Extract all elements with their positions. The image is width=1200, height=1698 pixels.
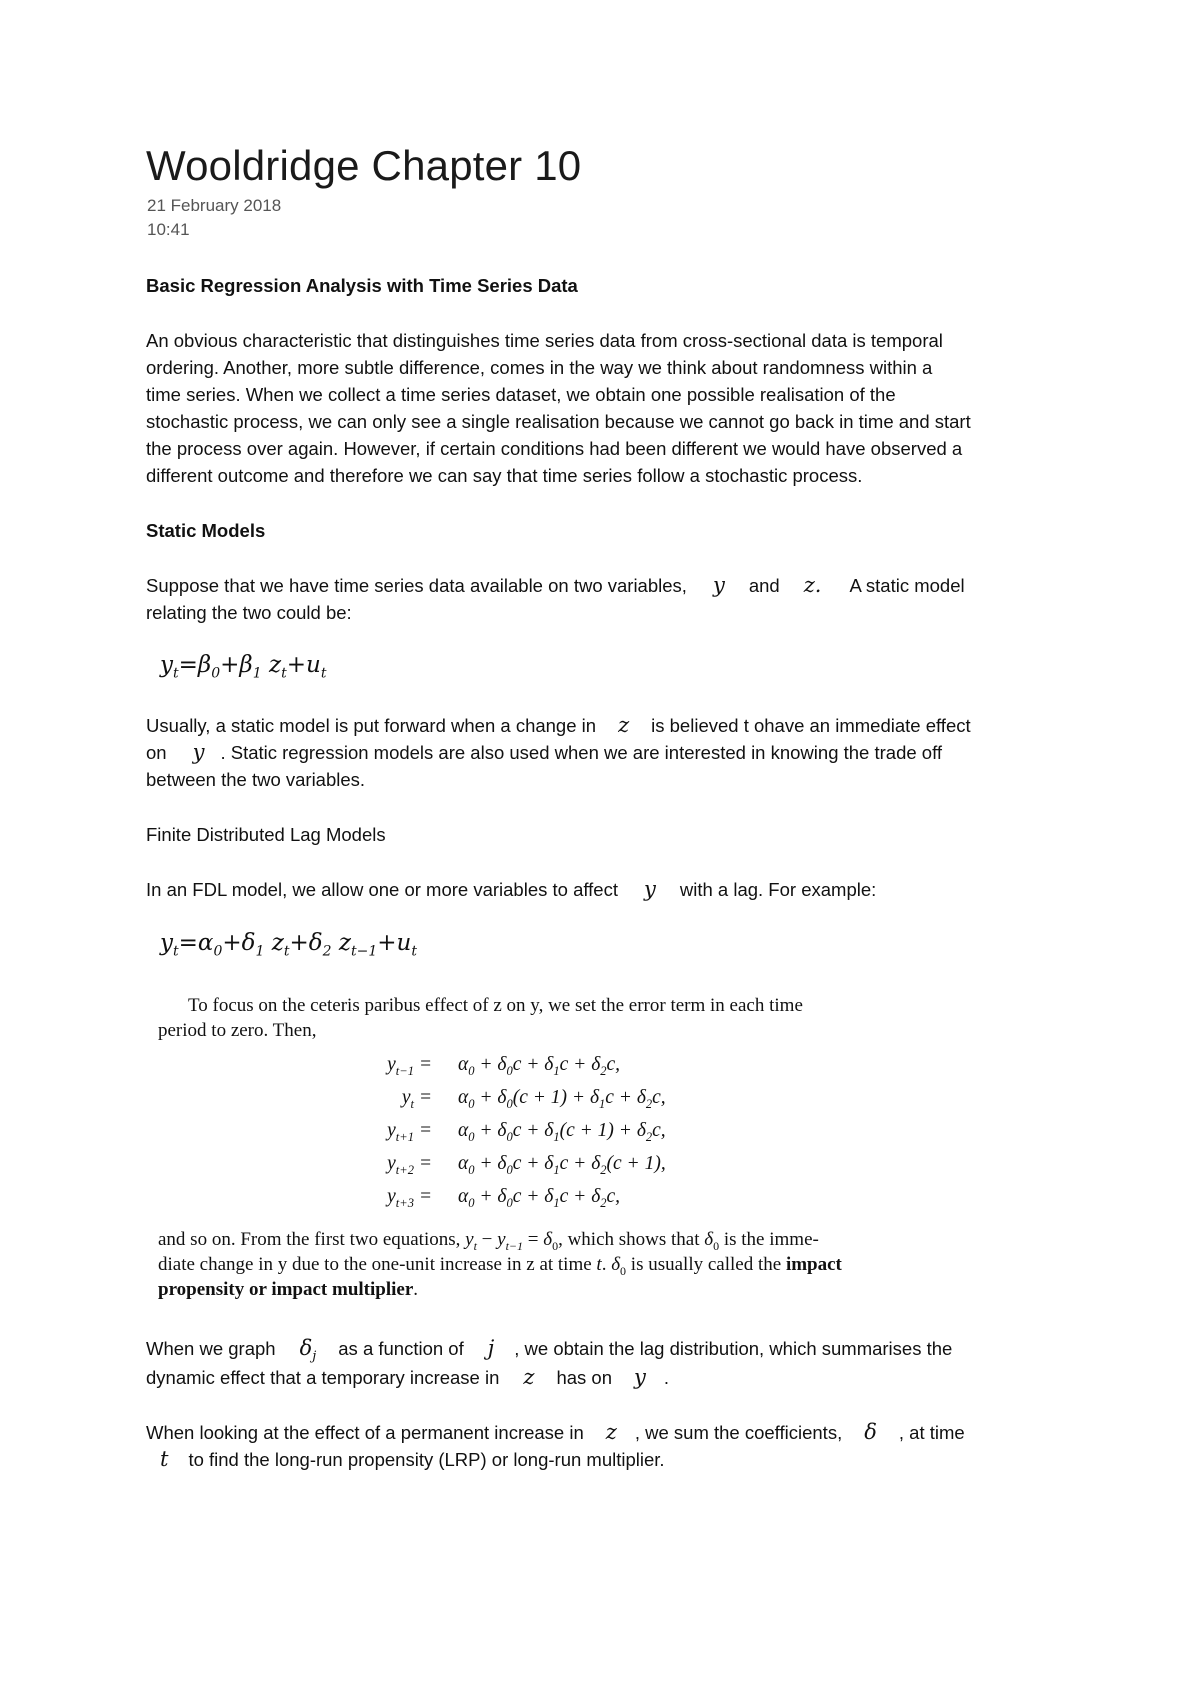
static-models-heading: Static Models: [146, 520, 266, 541]
excerpt-eq-5-rhs: $\alpha_0 + \delta_0c + \delta_1c + \delta_2c$,: [458, 1186, 621, 1210]
lrp-text-b: , we sum the coefficients,: [634, 1422, 843, 1443]
fdl-text-b: with a lag. For example:: [679, 879, 877, 900]
var-j: j: [487, 1336, 495, 1360]
static-explain-line-2: [146, 739, 942, 766]
lag-paragraph-line-2: [146, 1364, 669, 1391]
lag-text-d: dynamic effect that a temporary increase in: [146, 1367, 500, 1388]
excerpt-line-2: period to zero. Then,: [158, 1020, 317, 1041]
static-explain-line-1: [146, 712, 971, 739]
note-time: 10:41: [147, 220, 190, 239]
excerpt-after-line-1: and so on. From the first two equations, $y_t - y_{t-1} = \delta_0$, which shows that $\delta_0$ is the imme-: [158, 1229, 819, 1253]
excerpt-after-line-2: diate change in y due to the one-unit increase in z at time t. $\delta_0$ is usually called the impact: [158, 1254, 842, 1278]
var-y: y: [644, 877, 656, 901]
excerpt-eq-5-lhs: $y_{t+3}$ =: [387, 1186, 432, 1210]
lrp-text-c: , at time: [898, 1422, 965, 1443]
intro-line-5: the process over again. However, if certain conditions had been different we would have observed a: [146, 438, 963, 459]
lag-text-c: , we obtain the lag distribution, which summarises the: [514, 1338, 953, 1359]
excerpt-line-1: To focus on the ceteris paribus effect of z on y, we set the error term in each time: [188, 995, 803, 1016]
section-heading: Basic Regression Analysis with Time Series Data: [146, 275, 578, 296]
excerpt-eq-3-rhs: $\alpha_0 + \delta_0c + \delta_1(c + 1) + \delta_2c$,: [458, 1120, 666, 1144]
excerpt-bold-propensity: propensity or impact multiplier: [158, 1279, 414, 1300]
intro-line-2: ordering. Another, more subtle difference, comes in the way we think about randomness within a: [146, 357, 933, 378]
intro-line-4: stochastic process, we can only see a single realisation because we cannot go back in time and start: [146, 411, 971, 432]
var-z: z: [618, 713, 630, 737]
fdl-text-a: In an FDL model, we allow one or more variables to affect: [146, 879, 618, 900]
static-paragraph-line-2: relating the two could be:: [146, 602, 352, 623]
var-z: z: [523, 1365, 535, 1389]
note-date: 21 February 2018: [147, 196, 282, 215]
lag-text-e: has on: [556, 1367, 613, 1388]
static-text-a: Suppose that we have time series data available on two variables,: [146, 575, 687, 596]
var-delta-j: $\delta_j$: [299, 1336, 317, 1365]
lrp-paragraph-line-2: [160, 1446, 665, 1473]
lag-text-b: as a function of: [338, 1338, 464, 1359]
var-z: z: [605, 1420, 617, 1444]
excerpt-period: .: [413, 1279, 419, 1300]
static-explain-a: Usually, a static model is put forward when a change in: [146, 715, 597, 736]
lag-text-a: When we graph: [146, 1338, 276, 1359]
static-explain-on: on: [146, 742, 167, 763]
lrp-text-d: to find the long-run propensity (LRP) or long-run multiplier.: [188, 1449, 665, 1470]
fdl-heading: Finite Distributed Lag Models: [146, 824, 386, 845]
excerpt-bold-impact: impact: [785, 1254, 842, 1275]
static-model-equation: $y_t=\beta_0+\beta_1$ $z_t+u_t$: [160, 652, 327, 682]
lrp-text-a: When looking at the effect of a permanent increase in: [146, 1422, 584, 1443]
static-explain-line-3: between the two variables.: [146, 769, 366, 790]
fdl-paragraph: [146, 876, 876, 903]
excerpt-eq-4-rhs: $\alpha_0 + \delta_0c + \delta_1c + \delta_2(c + 1)$,: [458, 1153, 666, 1177]
excerpt-eq-4-lhs: $y_{t+2}$ =: [387, 1153, 432, 1177]
excerpt-eq-1-rhs: $\alpha_0 + \delta_0c + \delta_1c + \delta_2c$,: [458, 1054, 621, 1078]
static-text-and: and: [748, 575, 780, 596]
var-t: t: [160, 1447, 169, 1471]
var-y: y: [634, 1365, 646, 1389]
lrp-paragraph-line-1: [146, 1419, 965, 1446]
fdl-equation: $y_t=\alpha_0+\delta_1$ $z_t+\delta_2$ $z_{t-1}+u_t$: [160, 930, 417, 960]
page-title: Wooldridge Chapter 10: [146, 142, 582, 189]
excerpt-eq-1-lhs: $y_{t-1}$ =: [387, 1054, 432, 1078]
static-explain-d: . Static regression models are also used when we are interested in knowing the trade off: [220, 742, 943, 763]
var-y: y: [192, 740, 205, 764]
static-paragraph-line-1: [146, 572, 965, 599]
static-text-c: A static model: [849, 575, 965, 596]
var-delta: δ: [864, 1420, 877, 1444]
excerpt-eq-3-lhs: $y_{t+1}$ =: [387, 1120, 432, 1144]
intro-line-3: time series. When we collect a time series dataset, we obtain one possible realisation of the: [146, 384, 896, 405]
excerpt-after-line-3: [158, 1279, 418, 1301]
var-z: z.: [803, 573, 822, 597]
intro-line-6: different outcome and therefore we can say that time series follow a stochastic process.: [146, 465, 863, 486]
static-explain-b: is believed t ohave an immediate effect: [651, 715, 971, 736]
lag-text-f: .: [663, 1367, 670, 1388]
var-y: y: [712, 573, 725, 597]
excerpt-eq-2-rhs: $\alpha_0 + \delta_0(c + 1) + \delta_1c + \delta_2c$,: [458, 1087, 666, 1111]
intro-line-1: An obvious characteristic that distinguishes time series data from cross-sectional data is temporal: [146, 330, 943, 351]
excerpt-eq-2-lhs: $y_t$ =: [401, 1087, 432, 1111]
